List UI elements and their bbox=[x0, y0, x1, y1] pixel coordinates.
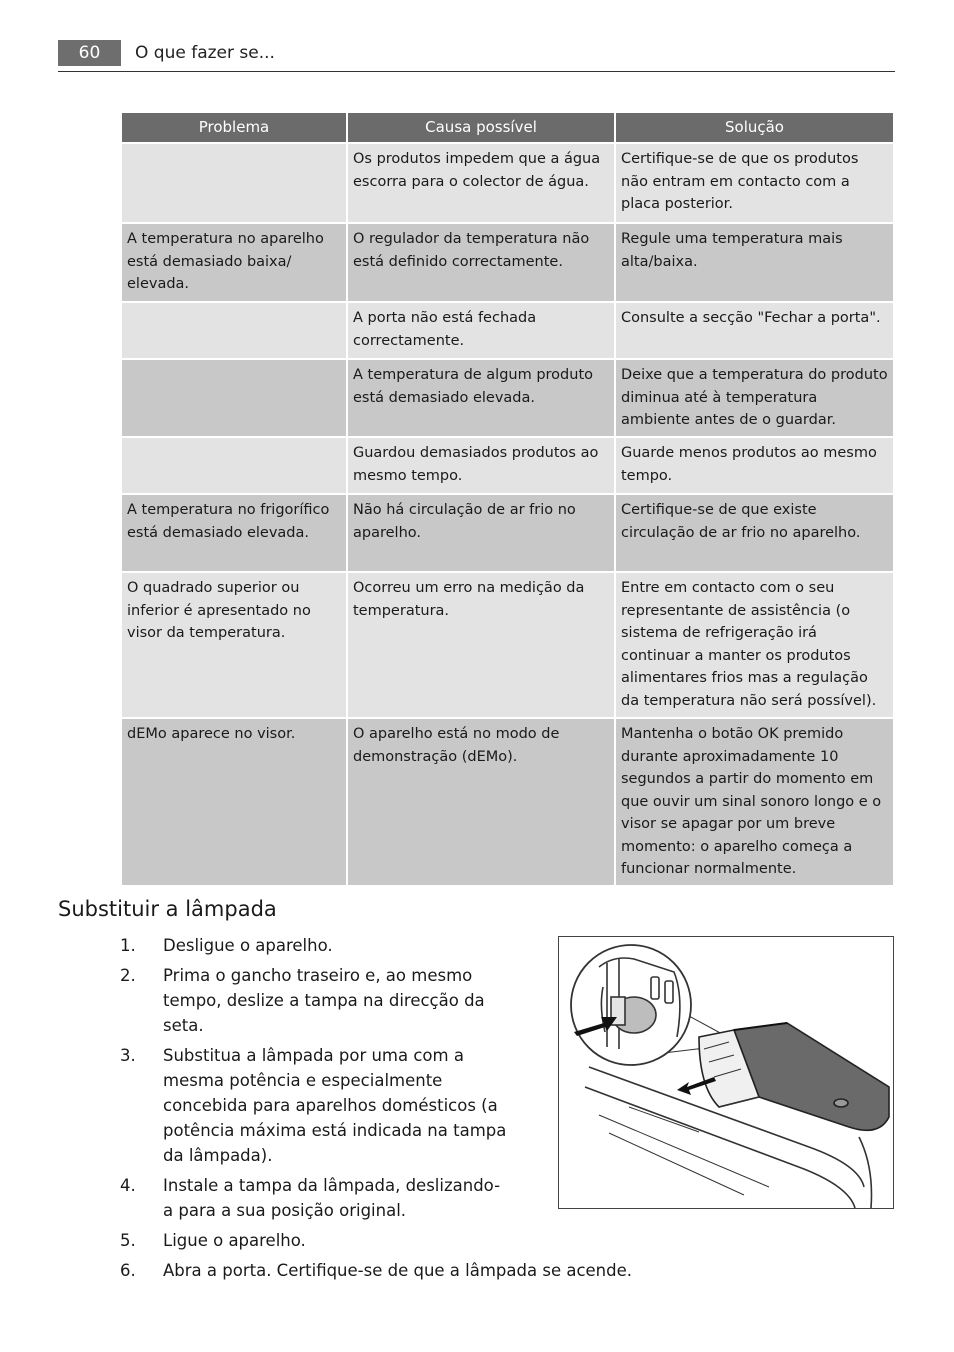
cause-cell: O aparelho está no modo de demonstração (dEMo). bbox=[348, 719, 614, 885]
section-title: Substituir a lâmpada bbox=[58, 897, 277, 921]
solution-cell: Entre em contacto com o seu representante de assistência (o sistema de refrigeração irá continuar a manter os produtos alimentares frios mas a regulação da temperatura não será possível). bbox=[616, 573, 893, 717]
step-number: 5. bbox=[120, 1231, 136, 1250]
solution-cell: Regule uma temperatura mais alta/baixa. bbox=[616, 224, 893, 301]
solution-cell: Guarde menos produtos ao mesmo tempo. bbox=[616, 438, 893, 493]
table-row bbox=[122, 573, 893, 717]
problem-cell bbox=[122, 438, 346, 493]
page-number: 60 bbox=[58, 40, 121, 66]
solution-cell: Consulte a secção "Fechar a porta". bbox=[616, 303, 893, 358]
table-row bbox=[122, 719, 893, 885]
cause-cell: A porta não está fechada correctamente. bbox=[348, 303, 614, 358]
step-number: 3. bbox=[120, 1046, 136, 1065]
table-row bbox=[122, 144, 893, 222]
table-row bbox=[122, 438, 893, 493]
solution-cell: Certifique-se de que os produtos não entram em contacto com a placa posterior. bbox=[616, 144, 893, 222]
table-row bbox=[122, 303, 893, 358]
cause-cell: Os produtos impedem que a água escorra para o colector de água. bbox=[348, 144, 614, 222]
column-header-cause: Causa possível bbox=[348, 113, 614, 142]
table-row bbox=[122, 224, 893, 301]
step-number: 6. bbox=[120, 1261, 136, 1280]
cause-cell: Não há circulação de ar frio no aparelho. bbox=[348, 495, 614, 571]
problem-cell bbox=[122, 360, 346, 436]
solution-cell: Deixe que a temperatura do produto diminua até à temperatura ambiente antes de o guardar. bbox=[616, 360, 893, 436]
header-title: O que fazer se... bbox=[135, 43, 275, 63]
table-row bbox=[122, 495, 893, 571]
step-text: Desligue o aparelho. bbox=[163, 936, 333, 955]
problem-cell: A temperatura no frigorífico está demasiado elevada. bbox=[122, 495, 346, 571]
step-number: 4. bbox=[120, 1176, 136, 1195]
table-row bbox=[122, 360, 893, 436]
problem-cell: O quadrado superior ou inferior é apresentado no visor da temperatura. bbox=[122, 573, 346, 717]
table-header-row bbox=[122, 113, 893, 142]
list-item bbox=[120, 1228, 863, 1253]
problem-cell bbox=[122, 303, 346, 358]
problem-cell: dEMo aparece no visor. bbox=[122, 719, 346, 885]
solution-cell: Certifique-se de que existe circulação de ar frio no aparelho. bbox=[616, 495, 893, 571]
step-number: 1. bbox=[120, 936, 136, 955]
step-text: Instale a tampa da lâmpada, deslizando-a para a sua posição original. bbox=[163, 1176, 501, 1220]
solution-cell: Mantenha o botão OK premido durante aproximadamente 10 segundos a partir do momento em que ouvir um sinal sonoro longo e o visor se apagar por um breve momento: o aparelho começa a funcionar normalmente. bbox=[616, 719, 893, 885]
cause-cell: O regulador da temperatura não está definido correctamente. bbox=[348, 224, 614, 301]
cause-cell: Ocorreu um erro na medição da temperatura. bbox=[348, 573, 614, 717]
column-header-problem: Problema bbox=[122, 113, 346, 142]
step-number: 2. bbox=[120, 966, 136, 985]
step-text: Ligue o aparelho. bbox=[163, 1231, 306, 1250]
cause-cell: Guardou demasiados produtos ao mesmo tempo. bbox=[348, 438, 614, 493]
list-item bbox=[120, 1258, 863, 1283]
problem-cell: A temperatura no aparelho está demasiado baixa/ elevada. bbox=[122, 224, 346, 301]
cause-cell: A temperatura de algum produto está demasiado elevada. bbox=[348, 360, 614, 436]
header-divider bbox=[58, 71, 895, 72]
step-text: Prima o gancho traseiro e, ao mesmo tempo, deslize a tampa na direcção da seta. bbox=[163, 966, 485, 1035]
column-header-solution: Solução bbox=[616, 113, 893, 142]
troubleshooting-table bbox=[120, 111, 895, 887]
lamp-cover-illustration bbox=[558, 936, 894, 1209]
step-text: Substitua a lâmpada por uma com a mesma potência e especialmente concebida para aparelhos domésticos (a potência máxima está indicada na tampa da lâmpada). bbox=[163, 1046, 507, 1165]
step-text: Abra a porta. Certifique-se de que a lâmpada se acende. bbox=[163, 1261, 633, 1280]
problem-cell bbox=[122, 144, 346, 222]
